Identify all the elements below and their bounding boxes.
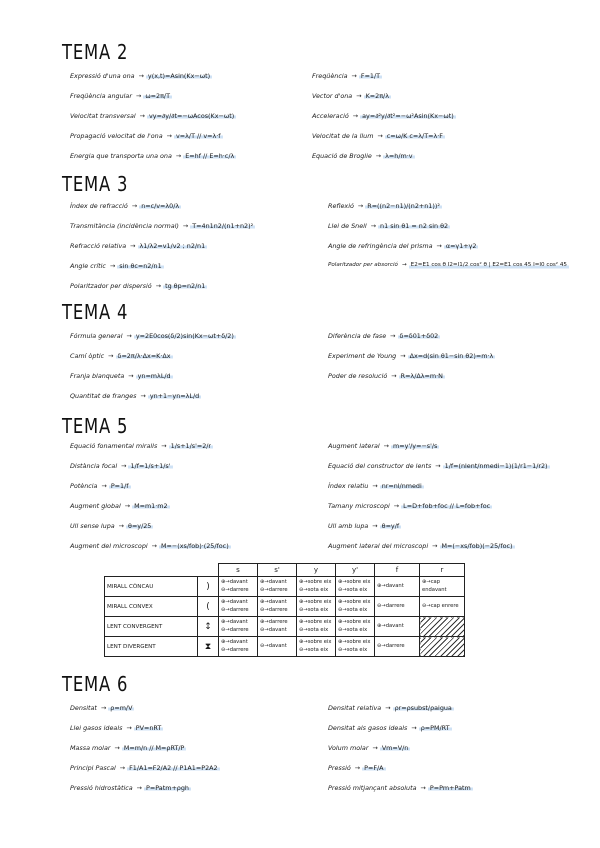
formula-row: Refracció relativa → λ1/λ2=v1/v2 ; n2/n1 [70, 241, 206, 250]
arrow-icon: → [151, 541, 158, 550]
arrow-icon: → [377, 131, 383, 140]
formula-row: Densitat → ρ=m/V [70, 703, 133, 712]
arrow-icon: → [370, 221, 377, 230]
row-name: MIRALL CONVEX [105, 597, 198, 617]
formula-row: Propagació velocitat de l'ona → v=λ/T // v=λ·f [70, 131, 221, 140]
formula-row: Quantitat de franges → yn+1−yn=λL/d [70, 391, 200, 400]
tema2-right-column [312, 66, 572, 166]
formula-row: Equació fonamental miralls → 1/s+1/s'=2/r [70, 441, 212, 450]
arrow-icon: → [118, 521, 125, 530]
formula-row: Distància focal → 1/f=1/s+1/s' [70, 461, 171, 470]
concave-mirror-icon: ) [198, 577, 219, 597]
arrow-icon: → [436, 241, 442, 250]
row-name: LENT CONVERGENT [105, 617, 198, 637]
arrow-icon: → [114, 743, 120, 752]
table-row: MIRALL CÒNCAU ) ⊕→davant ⊖→darrere ⊕→davant ⊖→darrere ⊕→sobre eix ⊖→sota eix ⊕→sobre eix ⊖→sota eix ⊕→davant ⊕→cap endavant [105, 577, 465, 597]
arrow-icon: → [372, 743, 378, 752]
sign-convention-table [104, 563, 465, 657]
arrow-icon: → [372, 481, 378, 490]
arrow-icon: → [420, 783, 426, 792]
table-header-row [105, 564, 465, 577]
diverging-lens-icon: ⧗ [198, 637, 219, 657]
formula-row: Equació del constructor de lents → 1/f=(nlent/nmedi−1)(1/r1−1/r2) [328, 461, 548, 470]
tema4-right-column [328, 326, 578, 386]
arrow-icon: → [356, 91, 362, 100]
formula-row: Polaritzador per dispersió → tg θp=n2/n1 [70, 281, 206, 290]
tema5-right-column [328, 436, 578, 556]
formula-row: Camí òptic → δ=2π/λ·Δx=K·Δx [70, 351, 171, 360]
arrow-icon: → [383, 441, 390, 450]
arrow-icon: → [411, 723, 417, 732]
formula-row: Energia que transporta una ona → E=hf // E=h·c/λ [70, 151, 235, 160]
arrow-icon: → [128, 371, 134, 380]
arrow-icon: → [391, 371, 397, 380]
arrow-icon: → [126, 723, 132, 732]
arrow-icon: → [155, 281, 162, 290]
formula-row: Expressió d'una ona → y(x,t)=Asin(Kx−ωt) [70, 71, 211, 80]
arrow-icon: → [385, 703, 391, 712]
table-header: y [297, 564, 336, 577]
arrow-icon: → [101, 481, 107, 490]
formula-row: Volum molar → Vm=V/n [328, 743, 409, 752]
arrow-icon: → [432, 541, 438, 550]
table-row: LENT CONVERGENT ↕ ⊕→davant ⊖→darrere ⊕→darrere ⊖→davant ⊕→sobre eix ⊖→sota eix ⊕→sobre eix ⊖→sota eix ⊕→davant [105, 617, 465, 637]
arrow-icon: → [393, 501, 400, 510]
table-header: s [219, 564, 258, 577]
table-row: MIRALL CONVEX ( ⊕→davant ⊖→darrere ⊕→davant ⊖→darrere ⊕→sobre eix ⊖→sota eix ⊕→sobre eix ⊖→sota eix ⊖→darrere ⊖→cap enrere [105, 597, 465, 617]
arrow-icon: → [140, 391, 146, 400]
tema6-right-column [328, 698, 578, 798]
tema6-title: TEMA 6 [62, 672, 129, 696]
formula-row: Experiment de Young → Δx=d(sin θ1−sin θ2)=m·λ [328, 351, 494, 360]
formula-row: Fórmula general → y=2E0cos(δ/2)sin(Kx−ωt+δ/2) [70, 331, 234, 340]
arrow-icon: → [161, 441, 167, 450]
arrow-icon: → [100, 703, 107, 712]
formula-row: Llei gasos ideals → PV=nRT [70, 723, 162, 732]
formula-row: Massa molar → M=m/n // M=ρRT/P [70, 743, 185, 752]
arrow-icon: → [126, 331, 132, 340]
formula-row: Acceleració → ay=∂²y/∂t²=−ω²Asin(Kx−ωt) [312, 111, 454, 120]
formula-row: Transmitància (incidència normal) → T=4n1n2/(n1+n2)² [70, 221, 254, 230]
formula-row: Augment del microscopi → M=−(xs/fob)·(25/foc) [70, 541, 229, 550]
arrow-icon: → [135, 91, 142, 100]
arrow-icon: → [175, 151, 182, 160]
tema4-left-column [70, 326, 310, 406]
arrow-icon: → [435, 461, 441, 470]
hatched-cell [420, 637, 465, 657]
table-header: f [375, 564, 420, 577]
arrow-icon: → [354, 763, 361, 772]
tema3-left-column [70, 196, 300, 296]
formula-row: Potència → P=1/f [70, 481, 129, 490]
arrow-icon: → [182, 221, 189, 230]
converging-lens-icon: ↕ [198, 617, 219, 637]
formula-row: Velocitat de la llum → c=ω/K c=λ/T=λ·F [312, 131, 443, 140]
arrow-icon: → [390, 331, 396, 340]
formula-row: Tamany microscopi → L=D+fob+foc // L=fob+foc [328, 501, 491, 510]
table-row: LENT DIVERGENT ⧗ ⊕→davant ⊖→darrere ⊖→davant ⊕→sobre eix ⊖→sota eix ⊕→sobre eix ⊖→sota eix ⊖→darrere [105, 637, 465, 657]
formula-row: Velocitat transversal → vy=∂y/∂t=−ωAcos(Kx−ωt) [70, 111, 235, 120]
formula-row: Augment lateral → m=y'/y=−s'/s [328, 441, 438, 450]
arrow-icon: → [136, 783, 143, 792]
tema2-left-column [70, 66, 290, 166]
table-header: y' [336, 564, 375, 577]
arrow-icon: → [138, 71, 144, 80]
formula-row: Ull amb lupa → θ=y/f [328, 521, 400, 530]
arrow-icon: → [124, 501, 131, 510]
formula-row: Índex de refracció → n=c/v=λ0/λ [70, 201, 180, 210]
formula-row: Angle de refringència del prisma → α=γ1+γ2 [328, 241, 477, 250]
arrow-icon: → [401, 262, 407, 269]
arrow-icon: → [372, 521, 378, 530]
formula-row: Freqüència → F=1/T [312, 71, 381, 80]
formula-row: Ull sense lupa → θ=y/25 [70, 521, 152, 530]
formula-row: Pressió mitjançant absoluta → P=Pm+Patm [328, 783, 471, 792]
hatched-cell [420, 617, 465, 637]
arrow-icon: → [131, 201, 138, 210]
tema3-title: TEMA 3 [62, 172, 129, 196]
arrow-icon: → [166, 131, 173, 140]
arrow-icon: → [121, 461, 127, 470]
formula-row: Índex relatiu → nr=nl/nmedi [328, 481, 422, 490]
formula-row: Poder de resolució → R=λ/Δλ=m·N [328, 371, 443, 380]
tema2-title: TEMA 2 [62, 40, 129, 64]
formula-row: Densitat als gasos ideals → ρ=PM/RT [328, 723, 450, 732]
tema5-left-column [70, 436, 310, 556]
arrow-icon: → [108, 351, 114, 360]
formula-row: Augment global → M=m1·m2 [70, 501, 168, 510]
row-name: LENT DIVERGENT [105, 637, 198, 657]
arrow-icon: → [130, 241, 136, 250]
arrow-icon: → [351, 71, 357, 80]
formula-row: Vector d'ona → K=2π/λ [312, 91, 389, 100]
arrow-icon: → [352, 111, 359, 120]
arrow-icon: → [109, 261, 116, 270]
formula-row: Densitat relativa → ρr=ρsubst/ρaigua [328, 703, 452, 712]
formula-row: Angle crític → sin θc=n2/n1 [70, 261, 162, 270]
formula-row: Polaritzador per absorció → E2=E1 cos θ I2=I1/2 cos² θ | E2=E1 cos 45 I=I0 cos² 45 [328, 262, 567, 269]
formula-row: Freqüència angular → ω=2π/T [70, 91, 170, 100]
tema3-right-column [328, 196, 578, 276]
formula-row: Diferència de fase → δ=δ01+δ02 [328, 331, 439, 340]
convex-mirror-icon: ( [198, 597, 219, 617]
table-header: r [420, 564, 465, 577]
formula-row: Equació de Broglie → λ=h/m·v [312, 151, 413, 160]
formula-row: Pressió hidrostàtica → P=Patm+ρgh [70, 783, 189, 792]
table-header: s' [258, 564, 297, 577]
formula-row: Principi Pascal → F1/A1=F2/A2 // P1A1=P2A2 [70, 763, 218, 772]
formula-row: Augment lateral del microscopi → M=(−xs/fob)(−25/foc) [328, 541, 513, 550]
arrow-icon: → [375, 151, 382, 160]
tema5-title: TEMA 5 [62, 414, 129, 438]
arrow-icon: → [357, 201, 364, 210]
formula-row: Franja blanqueta → yn=mλL/d [70, 371, 171, 380]
formula-row: Reflexió → R=((n2−n1)/(n2+n1))² [328, 201, 440, 210]
tema6-left-column [70, 698, 310, 798]
row-name: MIRALL CÒNCAU [105, 577, 198, 597]
formula-row: Llei de Snell → n1 sin θ1 = n2 sin θ2 [328, 221, 449, 230]
arrow-icon: → [400, 351, 406, 360]
arrow-icon: → [139, 111, 146, 120]
formula-row: Pressió → P=F/A [328, 763, 384, 772]
arrow-icon: → [119, 763, 126, 772]
tema4-title: TEMA 4 [62, 300, 129, 324]
